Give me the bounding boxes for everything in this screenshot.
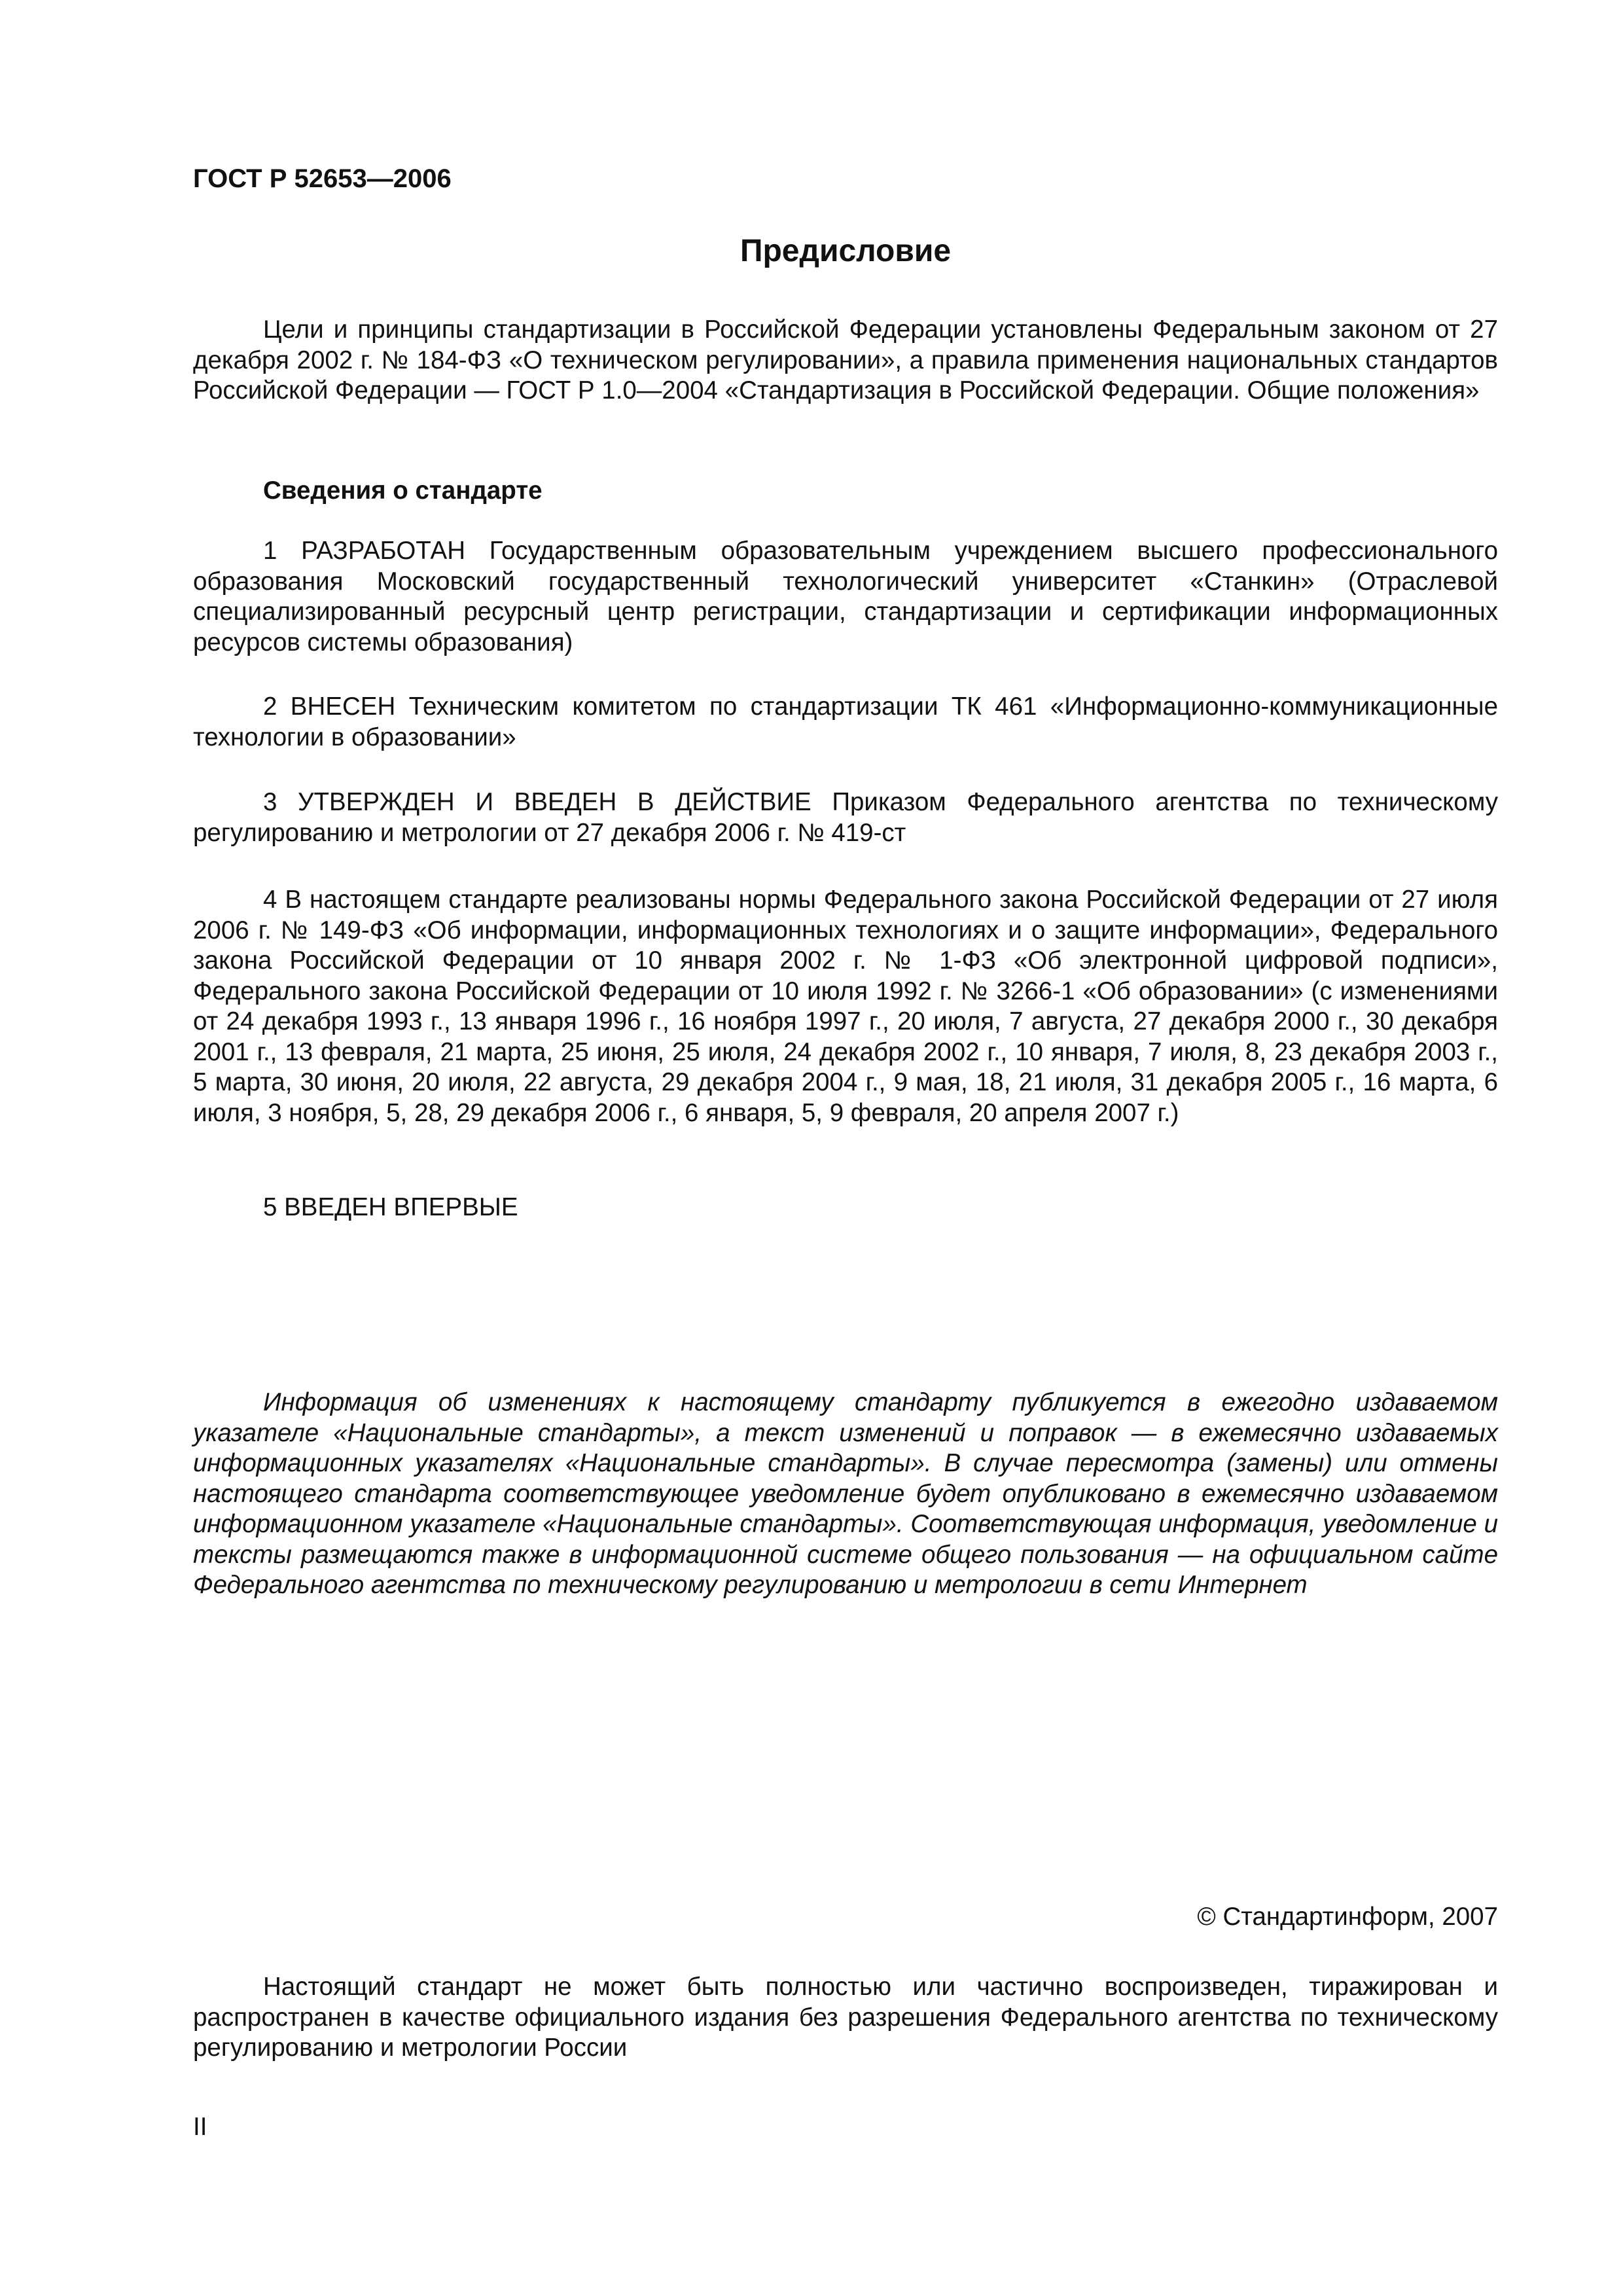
page-number: II [193, 2113, 207, 2141]
standard-info-item-submitted: 2 ВНЕСЕН Техническим комитетом по стандартизации ТК 461 «Информационно-коммуникационные технологии в образовании» [193, 692, 1498, 751]
standard-info-item-developed: 1 РАЗРАБОТАН Государственным образовательным учреждением высшего профессионального образования Московский государственный технологический университет «Станкин» (Отраслевой специализированный ресурсный центр регистрации, стандартизации и сертификации информационных ресурсов системы образования) [193, 537, 1498, 656]
copyright-line: © Стандартинформ, 2007 [1197, 1903, 1498, 1931]
standard-info-item-laws: 4 В настоящем стандарте реализованы нормы Федерального закона Российской Федерации от 27 июля 2006 г. № 149-ФЗ «Об информации, информационных технологиях и о защите информации», Федерального закона Российской Федерации от 10 января 2002 г. № 1-ФЗ «Об электронной цифровой подписи», Федерального закона Российской Федерации от 10 июля 1992 г. № 3266-1 «Об образовании» (с изменениями от 24 декабря 1993 г., 13 января 1996 г., 16 ноября 1997 г., 20 июля, 7 августа, 27 декабря 2000 г., 30 декабря 2001 г., 13 февраля, 21 марта, 25 июня, 25 июля, 24 декабря 2002 г., 10 января, 7 июля, 8, 23 декабря 2003 г., 5 марта, 30 июня, 20 июля, 22 августа, 29 декабря 2004 г., 9 мая, 18, 21 июля, 31 декабря 2005 г., 16 марта, 6 июля, 3 ноября, 5, 28, 29 декабря 2006 г., 6 января, 5, 9 февраля, 20 апреля 2007 г.) [193, 886, 1498, 1127]
document-code-header: ГОСТ Р 52653—2006 [193, 164, 452, 193]
changes-notice-paragraph: Информация об изменениях к настоящему стандарту публикуется в ежегодно издаваемом указателе «Национальные стандарты», а текст изменений и поправок — в ежемесячно издаваемых информационных указателях «Национальные стандарты». В случае пересмотра (замены) или отмены настоящего стандарта соответствующее уведомление будет опубликовано в ежемесячно издаваемом информационном указателе «Национальные стандарты». Соответствующая информация, уведомление и тексты размещаются также в информационной системе общего пользования — на официальном сайте Федерального агентства по техническому регулированию и метрологии в сети Интернет [193, 1388, 1498, 1599]
standard-info-item-introduced: 5 ВВЕДЕН ВПЕРВЫЕ [263, 1193, 518, 1221]
reproduction-notice-paragraph: Настоящий стандарт не может быть полностью или частично воспроизведен, тиражирован и распространен в качестве официального издания без разрешения Федерального агентства по техническому регулированию и метрологии России [193, 1973, 1498, 2062]
standard-info-item-approved: 3 УТВЕРЖДЕН И ВВЕДЕН В ДЕЙСТВИЕ Приказом Федерального агентства по техническому регулированию и метрологии от 27 декабря 2006 г. № 419-ст [193, 788, 1498, 847]
page-title: Предисловие [740, 234, 952, 268]
intro-paragraph: Цели и принципы стандартизации в Российской Федерации установлены Федеральным законом от 27 декабря 2002 г. № 184-ФЗ «О техническом регулировании», а правила применения национальных стандартов Российской Федерации — ГОСТ Р 1.0—2004 «Стандартизация в Российской Федерации. Общие положения» [193, 315, 1498, 404]
standard-info-heading: Сведения о стандарте [263, 476, 543, 505]
